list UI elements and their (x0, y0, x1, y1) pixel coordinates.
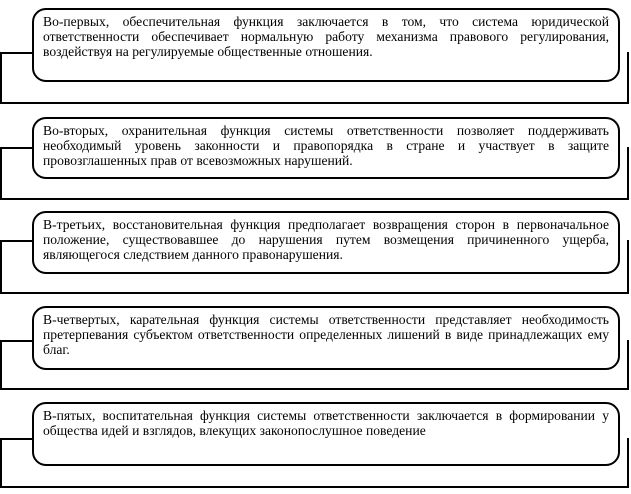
function-box-5 (32, 402, 620, 466)
function-text-4: В-четвертых, карательная функция системы ответственности представляет необходимость претерпевания субъектом ответственности определенных лишений в виде принадлежащих ему благ. (43, 312, 609, 358)
function-group-4 (0, 294, 629, 390)
function-text-2: Во-вторых, охранительная функция системы ответственности позволяет поддерживать необходимый уровень законности и правопорядка в стране и участвует в защите провозглашенных прав от всевозможных нарушений. (43, 123, 609, 169)
function-box-2 (32, 117, 620, 179)
function-group-5 (0, 390, 629, 488)
connector-line-5 (0, 438, 34, 440)
function-box-1 (32, 8, 620, 82)
connector-line-3 (0, 240, 34, 242)
function-box-4 (32, 306, 620, 370)
function-text-3: В-третьих, восстановительная функция предполагает возвращения сторон в первоначальное положение, существовавшее до нарушения путем возмещения причиненного ущерба, являющегося следствием данного правонарушения. (43, 217, 609, 263)
connector-line-2 (0, 147, 34, 149)
function-group-3 (0, 200, 629, 294)
function-text-5: В-пятых, воспитательная функция системы ответственности заключается в формировании у общества идей и взглядов, влекущих законопослушное поведение (43, 408, 609, 439)
connector-line-4 (0, 340, 34, 342)
function-group-2 (0, 104, 629, 200)
function-group-1 (0, 0, 629, 104)
function-text-1: Во-первых, обеспечительная функция заключается в том, что система юридической ответственности обеспечивает нормальную работу механизма правового регулирования, воздействуя на регулируемые общественные отношения. (43, 14, 609, 60)
connector-line-1 (0, 52, 34, 54)
function-box-3 (32, 211, 620, 274)
